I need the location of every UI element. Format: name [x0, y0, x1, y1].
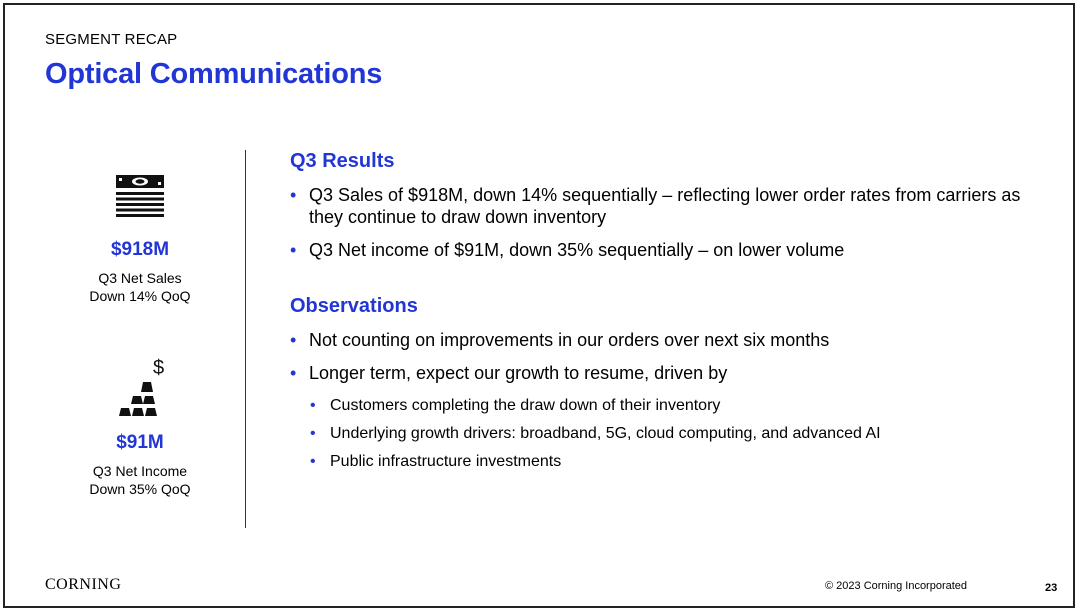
kpi-caption-line: Down 14% QoQ [89, 288, 191, 304]
list-item [290, 362, 1030, 384]
sublist-item [310, 396, 1030, 415]
observations-list [290, 329, 1030, 395]
copyright-notice: © 2023 Corning Incorporated [825, 580, 968, 592]
list-item [290, 184, 1030, 228]
observations-heading: Observations [290, 295, 418, 317]
sublist-item [310, 424, 1030, 443]
kpi-net-income [45, 352, 235, 498]
bullet-dot-icon: • [290, 363, 297, 383]
vertical-divider [245, 150, 246, 528]
gold-bars-dollar-icon [45, 352, 235, 420]
bullet-dot-icon: • [310, 397, 316, 414]
bullet-dot-icon: • [310, 425, 316, 442]
list-item [290, 239, 1030, 261]
bullet-dot-icon: • [290, 240, 297, 260]
kpi-caption-line: Down 35% QoQ [89, 481, 191, 497]
kpi-value: $91M [116, 432, 164, 453]
kpi-caption [45, 462, 235, 498]
slide-title: Optical Communications [45, 58, 383, 90]
svg-text:$: $ [153, 357, 165, 379]
list-item-text: Longer term, expect our growth to resume, driven by [309, 363, 728, 383]
slide [3, 3, 1075, 608]
observations-sublist [310, 396, 1030, 480]
list-item-text: Q3 Net income of $91M, down 35% sequentially – on lower volume [309, 240, 845, 260]
page-number: 23 [1045, 582, 1058, 594]
results-heading: Q3 Results [290, 150, 395, 172]
money-stack-icon [45, 173, 235, 223]
kpi-caption-line: Q3 Net Income [92, 463, 188, 479]
results-list [290, 184, 1030, 272]
bullet-dot-icon: • [290, 185, 297, 205]
kpi-value: $918M [110, 239, 170, 260]
sublist-item-text: Underlying growth drivers: broadband, 5G, cloud computing, and advanced AI [330, 425, 881, 442]
list-item [290, 329, 1030, 351]
sublist-item-text: Customers completing the draw down of their inventory [330, 397, 721, 414]
kpi-caption [45, 269, 235, 305]
sublist-item-text: Public infrastructure investments [330, 453, 562, 470]
list-item-text: Q3 Sales of $918M, down 14% sequentially – reflecting lower order rates from carriers as they continue to draw down inventory [309, 185, 1021, 227]
list-item-text: Not counting on improvements in our orders over next six months [309, 330, 830, 350]
bullet-dot-icon: • [290, 330, 297, 350]
bullet-dot-icon: • [310, 453, 316, 470]
kpi-column [45, 5, 235, 606]
kpi-net-sales [45, 173, 235, 305]
kpi-caption-line: Q3 Net Sales [98, 270, 182, 286]
corning-logo: CORNING [45, 576, 122, 593]
section-kicker: SEGMENT RECAP [45, 31, 178, 48]
sublist-item [310, 452, 1030, 471]
